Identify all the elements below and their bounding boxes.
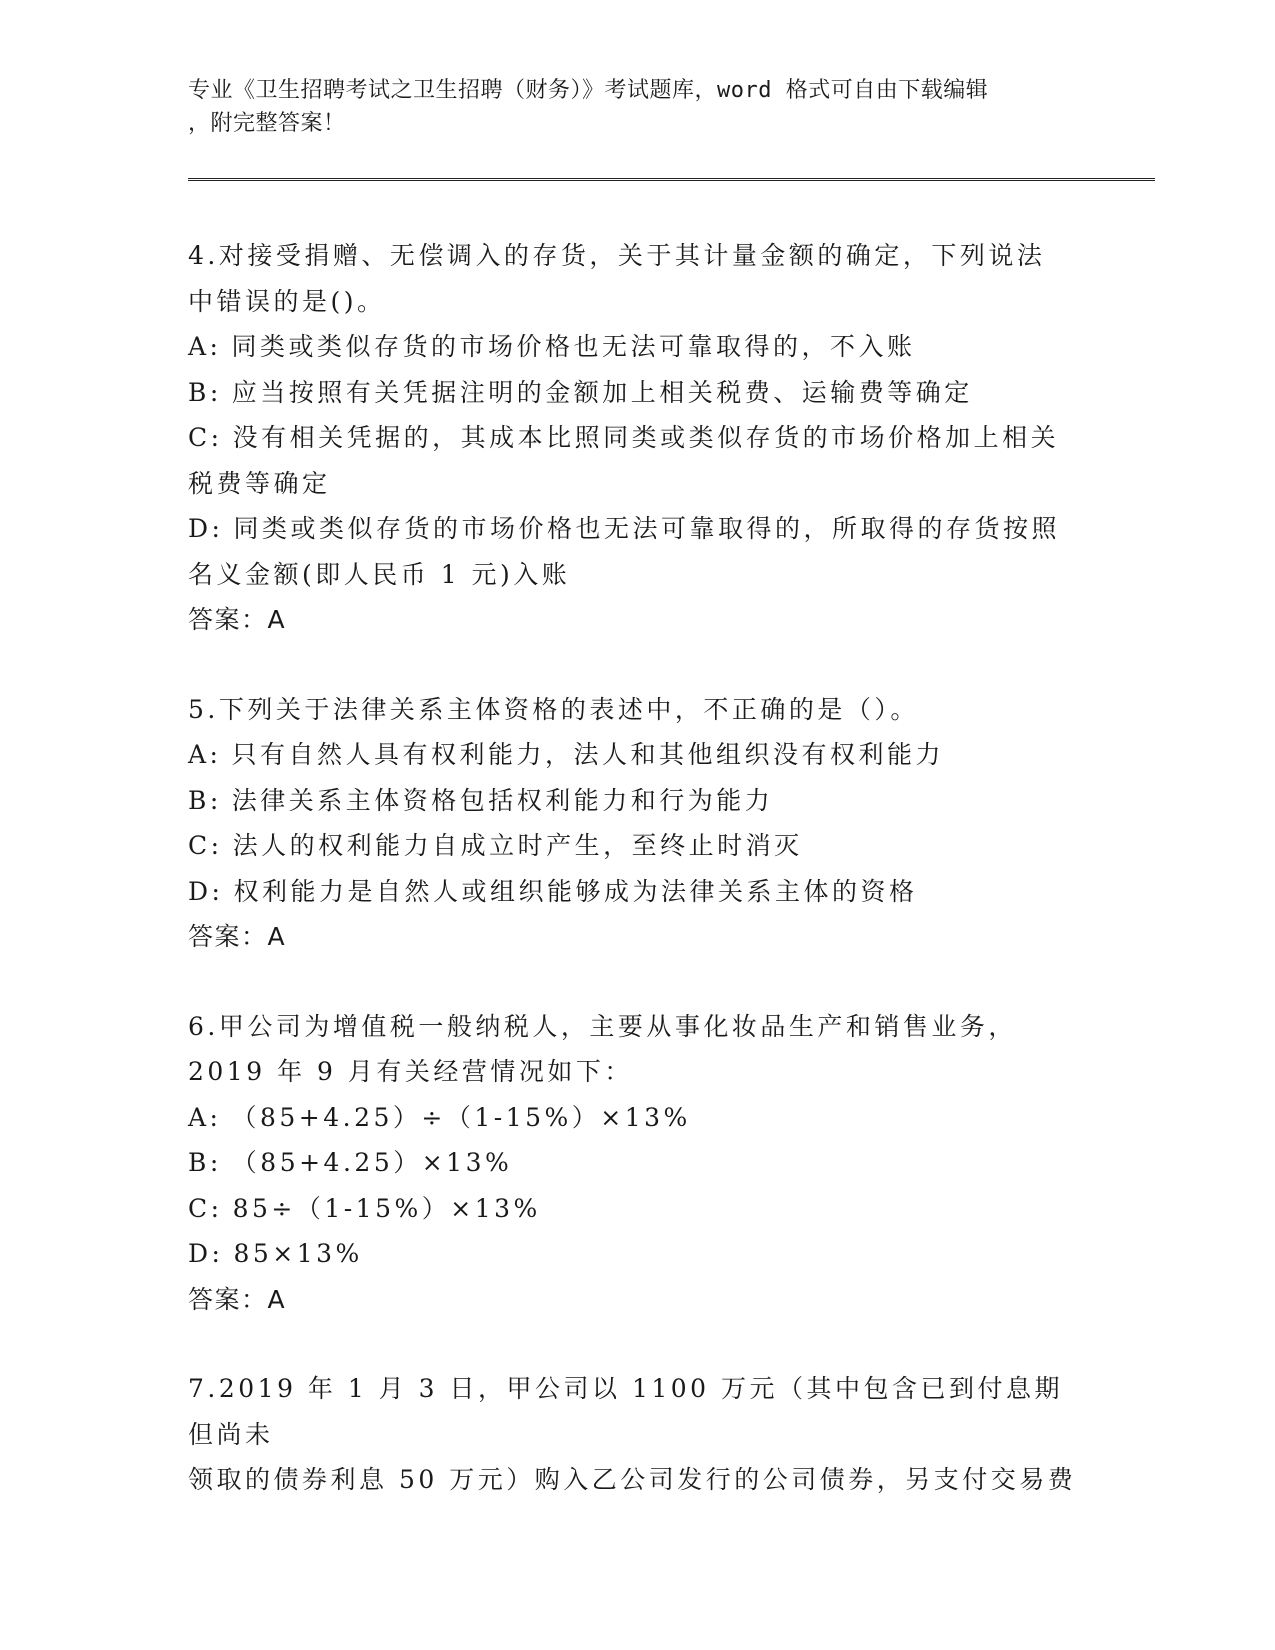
question-stem-line: 2019 年 9 月有关经营情况如下：: [188, 1057, 633, 1086]
question-list: [188, 233, 1088, 1547]
option-d: [188, 869, 1088, 915]
header-divider: [188, 178, 1155, 181]
question-stem-line: 中错误的是()。: [188, 286, 386, 316]
option-text: （85+4.25）×13%: [231, 1148, 513, 1177]
option-d: [188, 1231, 1088, 1277]
option-text: 同类或类似存货的市场价格也无法可靠取得的，不入账: [231, 332, 916, 361]
option-letter: C:: [188, 423, 223, 452]
option-b: [188, 1140, 1088, 1186]
option-a: [188, 1095, 1088, 1141]
answer-label: 答案：A: [188, 605, 287, 634]
answer-label: 答案：A: [188, 1284, 287, 1314]
option-letter: B:: [188, 1148, 222, 1177]
option-c-continued: [188, 461, 1088, 507]
option-text: （85+4.25）÷（1-15%）×13%: [231, 1102, 691, 1132]
option-a: [188, 732, 1088, 778]
question-stem-line: 4.对接受捐赠、无偿调入的存货，关于其计量金额的确定，下列说法: [188, 241, 1046, 270]
question-stem-line: 7.2019 年 1 月 3 日，甲公司以 1100 万元（其中包含已到付息期但尚未: [188, 1374, 1064, 1449]
option-text: 85×13%: [233, 1239, 363, 1268]
question-6: [188, 1004, 1088, 1323]
header-line-2: ，附完整答案！: [188, 111, 346, 136]
question-7: [188, 1366, 1088, 1503]
option-b: [188, 370, 1088, 416]
option-letter: D:: [188, 514, 224, 543]
question-5: [188, 687, 1088, 960]
option-letter: B:: [188, 785, 222, 815]
option-letter: A:: [188, 1102, 222, 1132]
question-4: [188, 233, 1088, 643]
document-header: [188, 74, 1088, 140]
answer-label: 答案：A: [188, 922, 287, 951]
option-letter: D:: [188, 876, 224, 906]
option-a: [188, 324, 1088, 370]
option-text: 税费等确定: [188, 468, 331, 498]
option-letter: C:: [188, 831, 223, 860]
option-text: 只有自然人具有权利能力，法人和其他组织没有权利能力: [231, 740, 944, 769]
option-text: 名义金额(即人民币 1 元)入账: [188, 559, 571, 589]
question-stem-line: 5.下列关于法律关系主体资格的表述中，不正确的是（）。: [188, 694, 919, 724]
option-b: [188, 778, 1088, 824]
option-c: [188, 1186, 1088, 1232]
option-letter: A:: [188, 740, 222, 769]
option-letter: D:: [188, 1239, 224, 1268]
question-stem-line: 领取的债券利息 50 万元）购入乙公司发行的公司债券，另支付交易费: [188, 1465, 1077, 1494]
option-text: 权利能力是自然人或组织能够成为法律关系主体的资格: [233, 876, 918, 906]
option-letter: B:: [188, 377, 222, 407]
option-d-continued: [188, 552, 1088, 598]
option-text: 应当按照有关凭据注明的金额加上相关税费、运输费等确定: [231, 377, 973, 407]
option-text: 法律关系主体资格包括权利能力和行为能力: [231, 785, 774, 815]
option-c: [188, 415, 1088, 461]
option-text: 法人的权利能力自成立时产生，至终止时消灭: [232, 831, 803, 860]
option-letter: C:: [188, 1193, 223, 1223]
option-d: [188, 506, 1088, 552]
option-text: 没有相关凭据的，其成本比照同类或类似存货的市场价格加上相关: [232, 423, 1060, 452]
option-letter: A:: [188, 332, 222, 361]
option-text: 同类或类似存货的市场价格也无法可靠取得的，所取得的存货按照: [233, 514, 1060, 543]
question-stem-line: 6.甲公司为增值税一般纳税人，主要从事化妆品生产和销售业务，: [188, 1011, 1017, 1041]
option-text: 85÷（1-15%）×13%: [232, 1193, 541, 1223]
option-c: [188, 823, 1088, 869]
header-line-1: 专业《卫生招聘考试之卫生招聘（财务）》考试题库，word 格式可自由下载编辑: [188, 78, 989, 103]
